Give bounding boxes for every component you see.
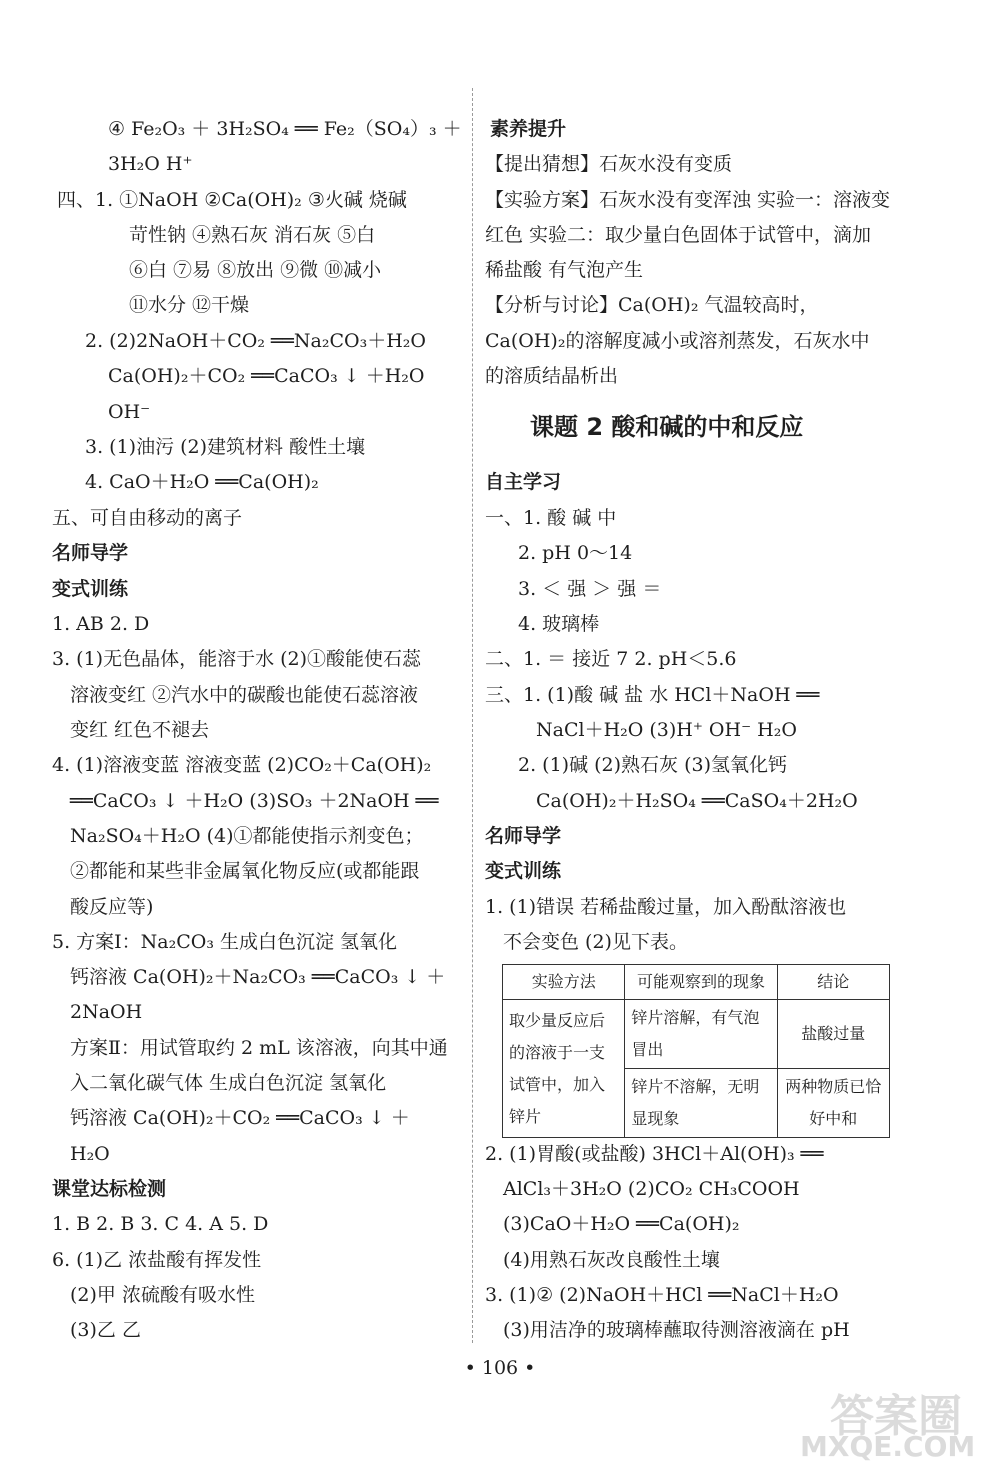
left-line: 变式训练 <box>52 578 129 600</box>
right-line: 课题 2 酸和碱的中和反应 <box>530 413 804 441</box>
right-line: (4)用熟石灰改良酸性土壤 <box>503 1249 720 1271</box>
table-header: 可能观察到的现象 <box>625 965 777 1000</box>
table-cell-conclusion: 盐酸过量 <box>777 1000 889 1069</box>
left-line: 钙溶液 Ca(OH)₂＋CO₂ ══CaCO₃ ↓ ＋ <box>70 1107 410 1129</box>
left-line: (2)甲 浓硫酸有吸水性 <box>70 1284 255 1306</box>
left-line: 4. (1)溶液变蓝 溶液变蓝 (2)CO₂＋Ca(OH)₂ <box>52 754 432 776</box>
watermark-url: MXQE.COM <box>800 1430 976 1463</box>
watermark-logo <box>800 1380 990 1465</box>
left-line: ⑪水分 ⑫干燥 <box>129 294 250 316</box>
table-cell-phenomenon: 锌片不溶解，无明显现象 <box>625 1069 777 1138</box>
left-line: 四、1. ①NaOH ②Ca(OH)₂ ③火碱 烧碱 <box>57 189 407 211</box>
right-line: 2. pH 0～14 <box>518 542 633 564</box>
right-line: 变式训练 <box>485 860 562 882</box>
left-line: 4. CaO＋H₂O ══Ca(OH)₂ <box>85 471 319 493</box>
right-line: Ca(OH)₂＋H₂SO₄ ══CaSO₄＋2H₂O <box>536 790 858 812</box>
left-line: 3. (1)油污 (2)建筑材料 酸性土壤 <box>85 436 366 458</box>
right-line: 的溶质结晶析出 <box>485 365 619 387</box>
right-line: 3. ＜ 强 ＞ 强 ＝ <box>518 578 662 600</box>
left-line: 3H₂O H⁺ <box>108 153 193 175</box>
table-header-row <box>503 965 890 1000</box>
right-line: 稀盐酸 有气泡产生 <box>485 259 644 281</box>
left-line: 3. (1)无色晶体，能溶于水 (2)①酸能使石蕊 <box>52 648 422 670</box>
table-cell-method: 取少量反应后的溶液于一支试管中，加入锌片 <box>503 1000 625 1138</box>
table-header: 结论 <box>777 965 889 1000</box>
right-line: (3)用洁净的玻璃棒蘸取待测溶液滴在 pH <box>503 1319 850 1341</box>
left-line: ②都能和某些非金属氧化物反应(或都能跟 <box>70 860 420 882</box>
left-line: 5. 方案Ⅰ：Na₂CO₃ 生成白色沉淀 氢氧化 <box>52 931 398 953</box>
left-line: 入二氧化碳气体 生成白色沉淀 氢氧化 <box>70 1072 387 1094</box>
left-line: 2NaOH <box>70 1001 143 1023</box>
right-line: 不会变色 (2)见下表。 <box>503 931 688 953</box>
left-line: 1. B 2. B 3. C 4. A 5. D <box>52 1213 269 1235</box>
table-header: 实验方法 <box>503 965 625 1000</box>
right-line: 【分析与讨论】Ca(OH)₂ 气温较高时， <box>485 294 819 316</box>
left-line: 苛性钠 ④熟石灰 消石灰 ⑤白 <box>129 224 376 246</box>
right-line: 2. (1)碱 (2)熟石灰 (3)氢氧化钙 <box>518 754 787 776</box>
left-line: 名师导学 <box>52 542 129 564</box>
left-line: H₂O <box>70 1143 110 1165</box>
left-line: ══CaCO₃ ↓ ＋H₂O (3)SO₃ ＋2NaOH ══ <box>70 790 439 812</box>
left-line: Ca(OH)₂＋CO₂ ══CaCO₃ ↓ ＋H₂O <box>108 365 425 387</box>
right-line: Ca(OH)₂的溶解度减小或溶剂蒸发，石灰水中 <box>485 330 870 352</box>
right-line: 【实验方案】石灰水没有变浑浊 实验一：溶液变 <box>485 189 891 211</box>
left-line: 钙溶液 Ca(OH)₂＋Na₂CO₃ ══CaCO₃ ↓ ＋ <box>70 966 446 988</box>
table-cell-conclusion: 两种物质已恰好中和 <box>777 1069 889 1138</box>
left-line: 五、可自由移动的离子 <box>52 507 243 529</box>
left-line: Na₂SO₄＋H₂O (4)①都能使指示剂变色； <box>70 825 424 847</box>
left-line: 6. (1)乙 浓盐酸有挥发性 <box>52 1249 262 1271</box>
page-number: • 106 • <box>464 1357 536 1379</box>
right-line: 2. (1)胃酸(或盐酸) 3HCl＋Al(OH)₃ ══ <box>485 1143 824 1165</box>
right-line: 1. (1)错误 若稀盐酸过量，加入酚酞溶液也 <box>485 896 847 918</box>
left-line: (3)乙 乙 <box>70 1319 141 1341</box>
left-line: 课堂达标检测 <box>52 1178 167 1200</box>
right-line: 二、1. ＝ 接近 7 2. pH＜5.6 <box>485 648 737 670</box>
right-line: 【提出猜想】石灰水没有变质 <box>485 153 733 175</box>
right-line: 素养提升 <box>490 118 567 140</box>
left-line: 变红 红色不褪去 <box>70 719 210 741</box>
table-cell-phenomenon: 锌片溶解，有气泡冒出 <box>625 1000 777 1069</box>
left-line: ④ Fe₂O₃ ＋ 3H₂SO₄ ══ Fe₂（SO₄）₃ ＋ <box>108 118 462 140</box>
right-line: 自主学习 <box>485 471 562 493</box>
left-line: ⑥白 ⑦易 ⑧放出 ⑨微 ⑩减小 <box>129 259 382 281</box>
left-line: 方案Ⅱ：用试管取约 2 mL 该溶液，向其中通 <box>70 1037 448 1059</box>
right-line: 三、1. (1)酸 碱 盐 水 HCl＋NaOH ══ <box>485 684 820 706</box>
left-line: 1. AB 2. D <box>52 613 150 635</box>
table-row <box>503 1000 890 1069</box>
right-line: 4. 玻璃棒 <box>518 613 600 635</box>
column-divider <box>472 88 473 1343</box>
left-line: 溶液变红 ②汽水中的碳酸也能使石蕊溶液 <box>70 684 419 706</box>
right-line: NaCl＋H₂O (3)H⁺ OH⁻ H₂O <box>536 719 797 741</box>
right-line: 红色 实验二：取少量白色固体于试管中，滴加 <box>485 224 872 246</box>
left-line: OH⁻ <box>108 401 151 423</box>
right-line: (3)CaO＋H₂O ══Ca(OH)₂ <box>503 1213 740 1235</box>
left-line: 酸反应等) <box>70 896 154 918</box>
right-line: 名师导学 <box>485 825 562 847</box>
watermark-text: 答案圈 <box>830 1391 962 1442</box>
right-line: 一、1. 酸 碱 中 <box>485 507 617 529</box>
right-line: AlCl₃＋3H₂O (2)CO₂ CH₃COOH <box>503 1178 800 1200</box>
right-line: 3. (1)② (2)NaOH＋HCl ══NaCl＋H₂O <box>485 1284 839 1306</box>
experiment-table <box>502 964 890 1138</box>
left-line: 2. (2)2NaOH＋CO₂ ══Na₂CO₃＋H₂O <box>85 330 426 352</box>
